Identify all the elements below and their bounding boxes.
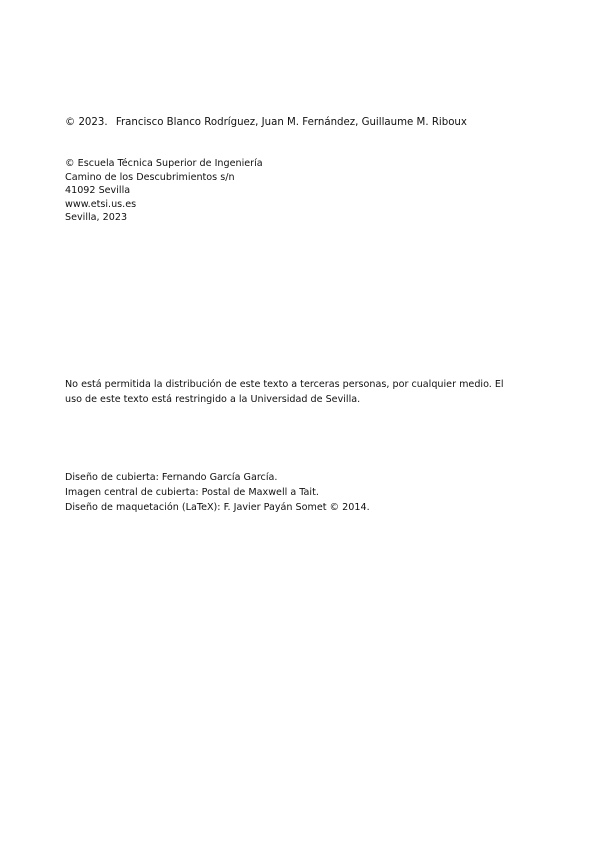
copyright-symbol: © bbox=[65, 117, 76, 128]
copyright-year: 2023. bbox=[78, 117, 108, 128]
copyright-authors: Francisco Blanco Rodríguez, Juan M. Fernández, Guillaume M. Riboux bbox=[115, 117, 467, 128]
publisher-street: Camino de los Descubrimientos s/n bbox=[65, 171, 235, 183]
cover-design-credit: Diseño de cubierta: Fernando García García. bbox=[65, 472, 278, 483]
publisher-name: © Escuela Técnica Superior de Ingeniería bbox=[65, 158, 263, 169]
cover-image-credit: Imagen central de cubierta: Postal de Maxwell a Tait. bbox=[65, 487, 319, 498]
design-credits bbox=[65, 470, 370, 515]
publisher-info bbox=[65, 157, 263, 225]
distribution-notice: No está permitida la distribución de este texto a terceras personas, por cualquier medio. El uso de este texto está restringido a la Universidad de Sevilla. bbox=[65, 379, 504, 405]
publisher-place-date: Sevilla, 2023 bbox=[65, 212, 128, 224]
publisher-website: www.etsi.us.es bbox=[65, 198, 137, 210]
layout-design-credit: Diseño de maquetación (LaTeX): F. Javier Payán Somet © 2014. bbox=[65, 502, 370, 513]
copyright-line bbox=[65, 116, 467, 130]
publisher-city: 41092 Sevilla bbox=[65, 185, 131, 197]
